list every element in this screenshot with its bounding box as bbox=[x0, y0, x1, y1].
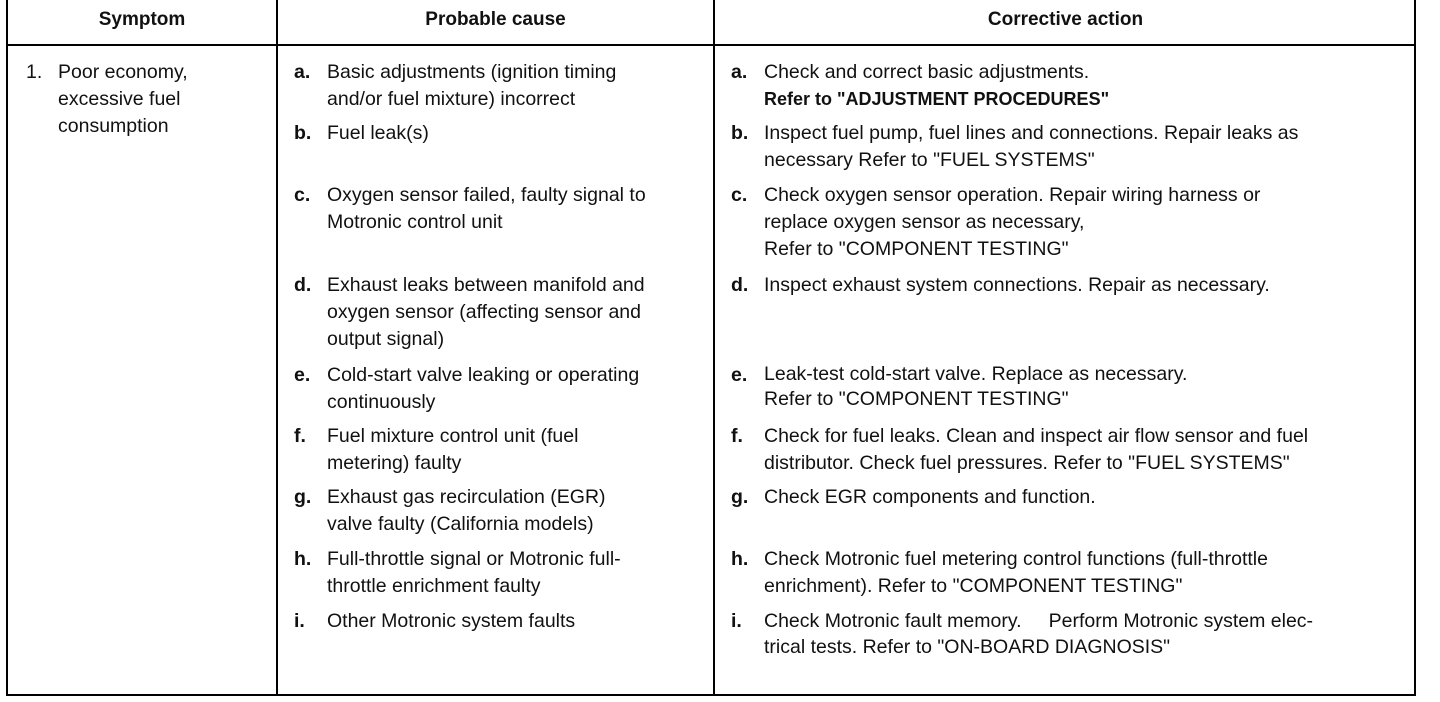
cause-line: and/or fuel mixture) incorrect bbox=[327, 88, 576, 110]
cause-text bbox=[327, 272, 645, 353]
action-line: necessary Refer to "FUEL SYSTEMS" bbox=[764, 149, 1095, 171]
cause-line: throttle enrichment faulty bbox=[327, 575, 541, 597]
action-text bbox=[764, 120, 1298, 174]
symptom-line: consumption bbox=[58, 115, 169, 137]
action-text bbox=[764, 484, 1096, 511]
action-text bbox=[764, 546, 1268, 600]
action-label: e. bbox=[731, 364, 748, 386]
cause-line: Basic adjustments (ignition timing bbox=[327, 61, 617, 83]
cause-text bbox=[327, 546, 621, 600]
cause-line: Motronic control unit bbox=[327, 211, 503, 233]
action-line: Check Motronic fuel metering control functions (full-throttle bbox=[764, 548, 1268, 570]
column-divider bbox=[276, 0, 278, 694]
action-line: Inspect exhaust system connections. Repair as necessary. bbox=[764, 274, 1270, 296]
action-line: distributor. Check fuel pressures. Refer to "FUEL SYSTEMS" bbox=[764, 452, 1290, 474]
symptom-text bbox=[58, 59, 188, 140]
cause-text bbox=[327, 484, 606, 538]
cause-text bbox=[327, 120, 429, 147]
header-corrective-action: Corrective action bbox=[987, 9, 1144, 30]
action-line: Check EGR components and function. bbox=[764, 486, 1096, 508]
cause-line: Fuel leak(s) bbox=[327, 122, 429, 144]
cause-line: output signal) bbox=[327, 328, 445, 350]
cause-line: valve faulty (California models) bbox=[327, 513, 594, 535]
header-probable-cause: Probable cause bbox=[425, 9, 566, 30]
action-line: Check and correct basic adjustments. bbox=[764, 61, 1090, 83]
symptom-line: excessive fuel bbox=[58, 88, 181, 110]
cause-line: Fuel mixture control unit (fuel bbox=[327, 425, 579, 447]
action-line: Check oxygen sensor operation. Repair wiring harness or bbox=[764, 184, 1261, 206]
cause-text bbox=[327, 59, 616, 113]
action-label: b. bbox=[731, 122, 749, 144]
cause-label: i. bbox=[294, 610, 305, 632]
cause-label: f. bbox=[294, 425, 306, 447]
cause-line: Oxygen sensor failed, faulty signal to bbox=[327, 184, 646, 206]
header-symptom: Symptom bbox=[98, 9, 186, 30]
troubleshooting-table bbox=[6, 0, 1416, 696]
cause-line: Other Motronic system faults bbox=[327, 610, 576, 632]
action-label: a. bbox=[731, 61, 748, 83]
header-divider bbox=[8, 44, 1414, 46]
cause-label: d. bbox=[294, 274, 312, 296]
cause-text bbox=[327, 608, 575, 635]
action-label: g. bbox=[731, 486, 749, 508]
cause-line: oxygen sensor (affecting sensor and bbox=[327, 301, 641, 323]
cause-line: continuously bbox=[327, 391, 436, 413]
action-line: replace oxygen sensor as necessary, bbox=[764, 211, 1085, 233]
cause-label: g. bbox=[294, 486, 312, 508]
action-label: d. bbox=[731, 274, 749, 296]
action-line: Leak-test cold-start valve. Replace as necessary. bbox=[764, 363, 1188, 385]
action-label: f. bbox=[731, 425, 743, 447]
action-label: h. bbox=[731, 548, 749, 570]
action-label: c. bbox=[731, 184, 748, 206]
action-text bbox=[764, 608, 1313, 660]
symptom-number: 1. bbox=[26, 61, 43, 83]
action-reference: Refer to "COMPONENT TESTING" bbox=[764, 238, 1069, 260]
cause-text bbox=[327, 182, 646, 236]
cause-label: c. bbox=[294, 184, 311, 206]
action-reference: Refer to "ADJUSTMENT PROCEDURES" bbox=[764, 89, 1110, 109]
cause-line: Cold-start valve leaking or operating bbox=[327, 364, 640, 386]
cause-line: Full-throttle signal or Motronic full- bbox=[327, 548, 621, 570]
cause-label: a. bbox=[294, 61, 311, 83]
action-line: trical tests. Refer to "ON-BOARD DIAGNOSIS" bbox=[764, 636, 1171, 658]
action-line: Inspect fuel pump, fuel lines and connections. Repair leaks as bbox=[764, 122, 1299, 144]
action-text bbox=[764, 59, 1109, 113]
action-text bbox=[764, 272, 1270, 299]
cause-line: Exhaust leaks between manifold and bbox=[327, 274, 645, 296]
action-line: Check Motronic fault memory. Perform Motronic system elec- bbox=[764, 610, 1314, 632]
action-label: i. bbox=[731, 610, 742, 632]
cause-line: metering) faulty bbox=[327, 452, 462, 474]
action-text bbox=[764, 182, 1260, 263]
symptom-line: Poor economy, bbox=[58, 61, 188, 83]
action-line: enrichment). Refer to "COMPONENT TESTING" bbox=[764, 575, 1183, 597]
action-text bbox=[764, 362, 1187, 412]
cause-text bbox=[327, 362, 639, 416]
cause-label: e. bbox=[294, 364, 311, 386]
action-line: Check for fuel leaks. Clean and inspect air flow sensor and fuel bbox=[764, 425, 1309, 447]
column-divider bbox=[713, 0, 715, 694]
cause-line: Exhaust gas recirculation (EGR) bbox=[327, 486, 606, 508]
cause-text bbox=[327, 423, 578, 477]
cause-label: h. bbox=[294, 548, 312, 570]
action-text bbox=[764, 423, 1308, 477]
action-reference: Refer to "COMPONENT TESTING" bbox=[764, 388, 1069, 410]
cause-label: b. bbox=[294, 122, 312, 144]
